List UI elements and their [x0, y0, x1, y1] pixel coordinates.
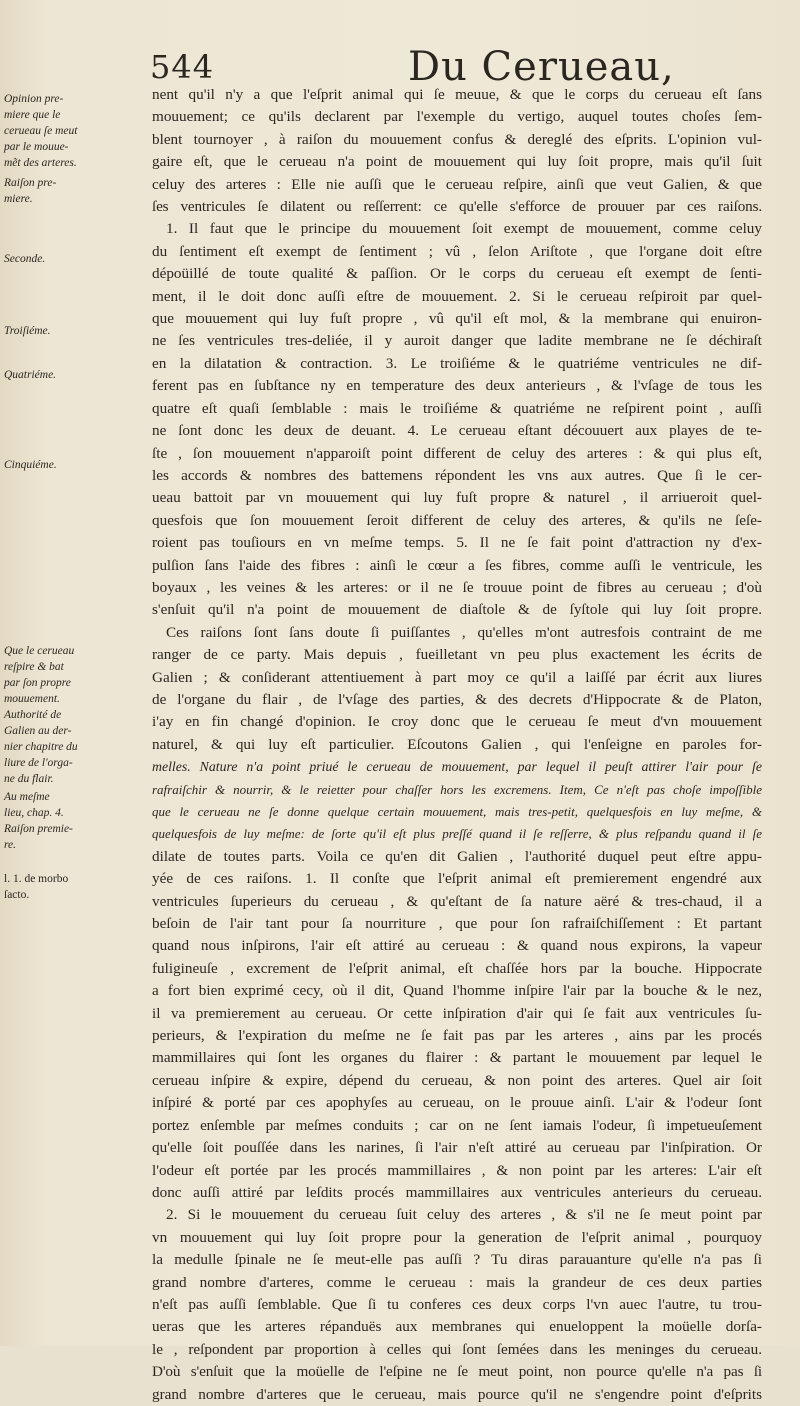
margin-note: lieu, chap. 4.: [4, 807, 64, 819]
text-line: ſes ventricules ſe dilatent ou reſſerrent: ce qu'elle s'efforce de prouuer par ces raiſons.: [152, 198, 762, 216]
text-line: en la dilatation & contraction. 3. Le troiſiéme & le quatriéme ventricules ne dif-: [152, 354, 762, 372]
text-line: celuy des arteres : Elle nie auſſi que le cerueau reſpire, ainſi que veut Galien, & que: [152, 175, 762, 193]
margin-note: ne du flair.: [4, 773, 54, 785]
text-line: melles. Nature n'a point priué le cerueau de mouuement, par lequel il peuſt attirer l'air pour ſe: [152, 759, 762, 775]
margin-notes: [4, 80, 154, 1330]
text-line: du ſentiment eſt exempt de ſentiment ; vû , ſelon Ariſtote , que l'organe doit eſtre: [152, 242, 762, 260]
margin-note: par ſon propre: [4, 677, 71, 689]
margin-note: Troiſiéme.: [4, 325, 51, 337]
margin-note: reſpire & bat: [4, 661, 64, 673]
text-line: mouuement; ce qu'ils declarent par l'exemple du vertigo, auquel toutes choſes ſem-: [152, 108, 762, 126]
margin-note: liure de l'orga-: [4, 757, 73, 769]
text-line: ſte , ſon mouuement n'apparoiſt point different de celuy des arteres : & qui plus eſt,: [152, 444, 762, 462]
margin-note: miere.: [4, 193, 33, 205]
text-line: la medulle ſpinale ne ſe meut-elle pas auſſi ? Tu diras parauanture qu'elle n'a pas ſi: [152, 1251, 762, 1269]
text-line: roient pas touſiours en vn meſme temps. 5. Il ne ſe fait point d'attraction ny d'ex-: [152, 534, 762, 552]
text-line: quelquesfois de luy meſme: de ſorte qu'il eſt plus preſſé quand il ſe reſſerre, & plus reſpandu quand il ſe: [152, 826, 762, 842]
text-line: ranger de ce party. Mais depuis , fueilletant vn peu plus exactement les écrits de: [152, 646, 762, 664]
text-line: quand nous inſpirons, l'air eſt attiré au cerueau : & quand nous expirons, la vapeur: [152, 937, 762, 955]
text-line: dilate de toutes parts. Voila ce qu'en dit Galien , l'authorité duquel peut eſtre appu-: [152, 847, 762, 865]
text-line: ueau battoit par vn mouuement qui luy fuſt propre & naturel , il arriueroit quel-: [152, 489, 762, 507]
text-line: 1. Il faut que le principe du mouuement ſoit exempt de mouuement, comme celuy: [166, 220, 762, 238]
text-line: les accords & nombres des battemens répondent les vns aux autres. Que ſi le cer-: [152, 466, 762, 484]
text-line: quatre eſt quaſi ſemblable : mais le troiſiéme & quatriéme ne reſpirent point , auſſi: [152, 399, 762, 417]
text-line: rafraiſchir & nourrir, & le reietter pour chaſſer hors les excremens. Item, Ce n'eſt pas choſe impoſſible: [152, 781, 762, 797]
text-line: 2. Si le mouuement du cerueau ſuit celuy des arteres , & s'il ne ſe meut point par: [166, 1206, 762, 1224]
text-line: Galien ; & conſiderant attentiuement à part moy ce qu'il a laiſſé par écrit aux liures: [152, 668, 762, 686]
margin-note: Galien au der-: [4, 725, 72, 737]
text-line: perieurs, & l'expiration du meſme ne ſe fait pas par les arteres , ains par les procés: [152, 1027, 762, 1045]
text-line: s'enſuit qu'il n'a point de mouuement de diaſtole & de ſyſtole qui luy ſoit propre.: [152, 601, 762, 619]
text-line: ne ſes ventricules tres-deliée, il y auroit danger que ladite membrane ne ſe déchiraſt: [152, 332, 762, 350]
margin-note: Raiſon premie-: [4, 823, 73, 835]
text-line: Ces raiſons ſont ſans doute ſi puiſſantes , qu'elles m'ont autresfois contraint de me: [166, 623, 762, 641]
text-line: le , reſpondent par proportion à celles qui ſont ſemées dans les meninges du cerueau.: [152, 1340, 762, 1358]
margin-note: re.: [4, 839, 17, 851]
text-line: de l'organe du flair , de l'vſage des parties, & des decrets d'Hippocrate & de Platon,: [152, 690, 762, 708]
margin-note: Authorité de: [4, 709, 62, 721]
body-text: [152, 84, 762, 1403]
margin-note: Seconde.: [4, 253, 46, 265]
text-line: cerueau inſpire & expire, dépend du cerueau, & non point des arteres. Quel air ſoit: [152, 1071, 762, 1089]
margin-note: l. 1. de morbo: [4, 873, 69, 885]
text-line: fuligineuſe , excrement de l'eſprit animal, eſt chaſſée hors par la bouche. Hippocrate: [152, 959, 762, 977]
text-line: donc auſſi attiré par leſdits procés mammillaires aux ventricules anterieurs du cerueau.: [152, 1183, 762, 1201]
text-line: nent qu'il n'y a que l'eſprit animal qui ſe meuue, & que le corps du cerueau eſt ſans: [152, 86, 762, 103]
text-line: naturel, & qui luy eſt particulier. Eſcoutons Galien , qui l'enſeigne en paroles for-: [152, 735, 762, 753]
margin-note: cerueau ſe meut: [4, 125, 78, 137]
running-title: Du Cerueau,: [408, 44, 675, 90]
margin-note: par le mouue-: [4, 141, 69, 153]
margin-note: mẽt des arteres.: [4, 157, 77, 169]
text-line: inſpiré & porté par ces apophyſes au cerueau, on le prouue ainſi. L'air & l'odeur ſont: [152, 1094, 762, 1112]
text-line: mammillaires qui ſont les organes du flairer : & partant le mouuement par lequel le: [152, 1049, 762, 1067]
margin-note: Que le cerueau: [4, 645, 75, 657]
margin-note: Opinion pre-: [4, 93, 64, 105]
page-number: 544: [150, 48, 215, 86]
margin-note: Quatriéme.: [4, 369, 57, 381]
text-line: gaire eſt, que le cerueau n'a point de mouuement qui luy ſoit propre, mais qu'il ſuit: [152, 153, 762, 171]
text-line: que le cerueau ne ſe donne quelque certain mouuement, mais tres-petit, quelquesfois en luy meſme, &: [152, 804, 762, 819]
text-line: a fort bien exprimé cecy, où il dit, Quand l'homme inſpire l'air par la bouche & le nez,: [152, 982, 762, 1000]
text-line: dépoüillé de toute qualité & paſſion. Or le corps du cerueau eſt exempt de ſenti-: [152, 265, 762, 283]
text-line: quesfois que ſon mouuement ſeroit different de celuy des arteres, & qu'ils ne ſeſe-: [152, 511, 762, 529]
text-line: D'où s'enſuit que la moüelle de l'eſpine ne ſe meut point, non pource qu'elle n'a pas ſi: [152, 1363, 762, 1381]
text-line: boyaux , les veines & les arteres: or il ne ſe trouue point de fibres au cerueau ; d'où: [152, 578, 762, 596]
margin-note: Cinquiéme.: [4, 459, 57, 471]
text-line: l'odeur eſt portée par les procés mammillaires , & non point par les arteres: L'air eſt: [152, 1161, 762, 1179]
text-line: grand nombre d'arteres que le cerueau, mais pource qu'il ne s'engendre point d'eſprits: [152, 1385, 762, 1403]
text-line: n'eſt pas auſſi ſemblable. Que ſi tu conferes ces deux corps l'vn auec l'autre, tu trou-: [152, 1295, 762, 1313]
text-line: vn mouuement qui luy ſoit propre pour la generation de l'eſprit animal , pourquoy: [152, 1228, 762, 1246]
text-line: i'ay en fin changé d'opinion. Ie croy donc que le cerueau ſe meut d'vn mouuement: [152, 713, 762, 731]
text-line: grand nombre d'arteres, comme le cerueau : mais la grandeur de ces deux parties: [152, 1273, 762, 1291]
margin-note: miere que le: [4, 109, 61, 121]
text-line: ferent pas en ſubſtance ny en temperature des deux anterieurs , & l'vſage de tous les: [152, 377, 762, 395]
text-line: ne ſont donc les deux de deuant. 4. Le cerueau eſtant découuert aux playes de te-: [152, 422, 762, 440]
text-line: ueras que les arteres répanduës aux membranes qui enueloppent la moüelle dorſa-: [152, 1318, 762, 1336]
margin-note: nier chapitre du: [4, 741, 78, 753]
text-line: que mouuement qui luy fuſt propre , vû qu'il eſt mol, & la membrane qui enuiron-: [152, 310, 762, 328]
text-line: portez enſemble par meſmes conduits ; car on ne ſent iamais l'odeur, ſi impetueuſement: [152, 1116, 762, 1134]
text-line: yée de ces raiſons. 1. Il conſte que l'eſprit animal eſt premierement engendré aux: [152, 870, 762, 888]
text-line: ventricules ſuperieurs du cerueau , & qu'eſtant de ſa nature aëré & tres-chaud, il a: [152, 892, 762, 910]
text-line: il va premierement au cerueau. Or cette inſpiration d'air qui ſe fait aux ventricules ſu-: [152, 1004, 762, 1022]
text-line: blent tournoyer , à raiſon du mouuement confus & dereglé des eſprits. L'opinion vul-: [152, 130, 762, 148]
margin-note: mouuement.: [4, 693, 60, 705]
text-line: pulſion ſans l'aide des fibres : ainſi le cœur a ſes fibres, comme auſſi le ventricule, les: [152, 556, 762, 574]
margin-note: Raiſon pre-: [4, 177, 57, 189]
text-line: ment, il le doit donc auſſi eſtre de mouuement. 2. Si le cerueau reſpiroit par quel-: [152, 287, 762, 305]
margin-note: Au meſme: [4, 791, 50, 803]
margin-note: ſacto.: [4, 889, 30, 901]
text-line: qu'elle ſoit pouſſée dans les narines, ſi l'air n'eſt attiré au cerueau par l'inſpiration. Or: [152, 1139, 762, 1157]
text-line: beſoin de l'air tant pour ſa nourriture , que pour ſon rafraiſchiſſement : Et partant: [152, 915, 762, 933]
